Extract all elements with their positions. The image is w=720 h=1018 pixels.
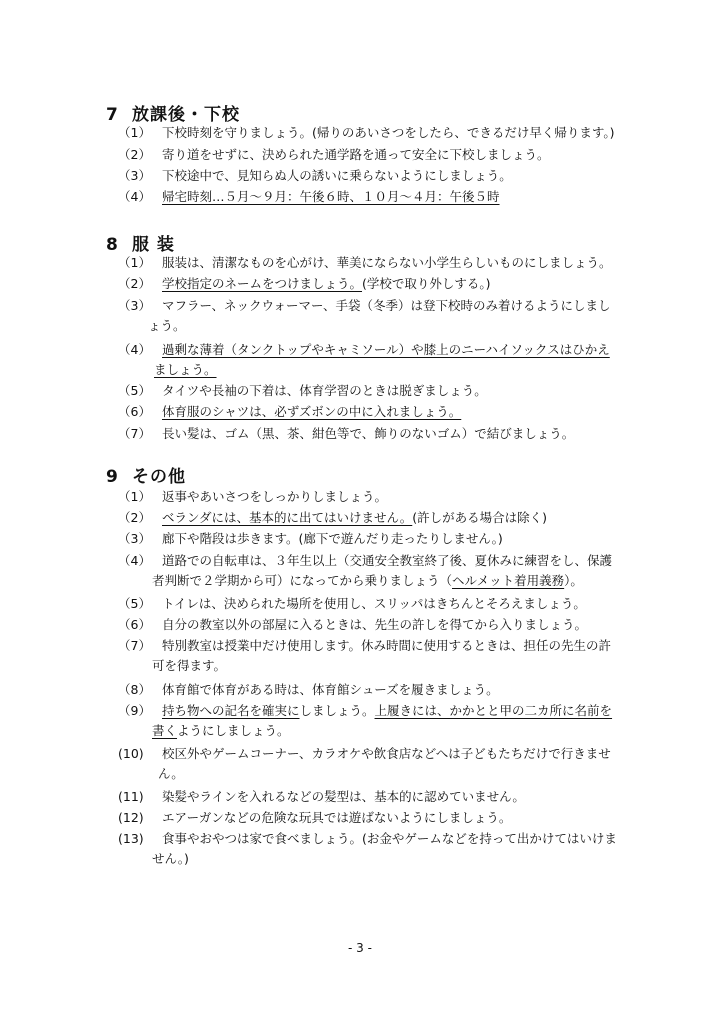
section-9-heading [106, 462, 186, 487]
item-number: (13) [118, 831, 144, 846]
item-number: （6） [118, 617, 151, 632]
list-item [118, 252, 628, 273]
item-number: （4） [118, 342, 151, 357]
item-number: (12) [118, 810, 144, 825]
section-number: 9 [106, 467, 119, 487]
item-number: （1） [118, 255, 151, 270]
item-text: (許しがある場合は除く) [412, 510, 548, 525]
item-text: エアーガンなどの危険な玩具では遊ばないようにしましょう。 [162, 810, 512, 825]
item-text: 服装は、清潔なものを心がけ、華美にならない小学生らしいものにしましょう。 [162, 255, 612, 270]
item-text: 自分の教室以外の部屋に入るときは、先生の許しを得てから入りましょう。 [162, 617, 588, 632]
page-number: - 3 - [348, 941, 372, 955]
item-number: （2） [118, 147, 151, 162]
item-number: （4） [118, 553, 151, 568]
list-item [118, 401, 628, 422]
list-item [118, 679, 628, 700]
item-text: 長い髪は、ゴム（黒、茶、紺色等で、飾りのないゴム）で結びましょう。 [162, 426, 575, 441]
item-text: 者判断で２学期から可）になってから乗りましょう（ [152, 573, 453, 588]
list-item [118, 528, 628, 549]
item-number: （5） [118, 596, 151, 611]
item-text: 校区外やゲームコーナー、カラオケや飲食店などへは子どもたちだけで行きませ [162, 746, 611, 761]
list-item [118, 186, 628, 207]
item-continuation [152, 721, 290, 739]
item-continuation [152, 571, 583, 589]
item-text: 食事やおやつは家で食べましょう。(お金やゲームなどを持って出かけてはいけま [162, 831, 617, 846]
section-number: 7 [106, 105, 119, 125]
item-text: しましょう。 [299, 703, 375, 718]
list-item [118, 339, 628, 360]
item-text: 下校時刻を守りましょう。(帰りのあいさつをしたら、できるだけ早く帰ります。) [162, 125, 615, 140]
list-item [118, 550, 628, 571]
item-number: （1） [118, 489, 151, 504]
item-text: 帰宅時刻…５月～９月：午後６時、１０月～４月：午後５時 [162, 189, 500, 204]
item-number: （4） [118, 189, 151, 204]
item-number: （5） [118, 383, 151, 398]
list-item [118, 807, 628, 828]
item-number: （8） [118, 682, 151, 697]
section-title: 服 装 [132, 235, 175, 255]
section-title: 放課後・下校 [132, 105, 240, 125]
list-item [118, 144, 628, 165]
item-number: （1） [118, 125, 151, 140]
item-text: 道路での自転車は、３年生以上（交通安全教室終了後、夏休みに練習をし、保護 [162, 553, 613, 568]
list-item [118, 122, 628, 143]
item-continuation: ましょう。 [154, 362, 217, 377]
list-item [118, 295, 628, 316]
item-text-underlined: ヘルメット着用義務 [452, 573, 565, 588]
list-item [118, 593, 628, 614]
item-text-underlined: 学校指定のネームをつけましょう。 [162, 276, 363, 291]
list-item [118, 700, 628, 721]
item-number: （3） [118, 168, 151, 183]
list-item [118, 828, 628, 849]
item-continuation: 可を得ます。 [152, 658, 227, 673]
item-text: トイレは、決められた場所を使用し、スリッパはきちんとそろえましょう。 [162, 596, 586, 611]
list-item [118, 273, 628, 294]
item-text: ）。 [564, 573, 583, 588]
item-number: (11) [118, 789, 144, 804]
item-number: （2） [118, 276, 151, 291]
item-text: 返事やあいさつをしっかりしましょう。 [162, 489, 388, 504]
item-text-underlined: 過剰な薄着（タンクトップやキャミソール）や膝上のニーハイソックスはひかえ [162, 342, 610, 357]
item-text: 特別教室は授業中だけ使用します。休み時間に使用するときは、担任の先生の許 [162, 638, 612, 653]
item-text-underlined: 書く [152, 723, 178, 738]
item-text: マフラー、ネックウォーマー、手袋（冬季）は登下校時のみ着けるようにしまし [162, 298, 611, 313]
item-number: （3） [118, 298, 151, 313]
section-number: 8 [106, 235, 119, 255]
item-text-underlined: 持ち物への記名を確実に [162, 703, 300, 718]
item-continuation: ょう。 [148, 318, 186, 333]
item-text: (学校で取り外しする。) [362, 276, 491, 291]
list-item [118, 507, 628, 528]
list-item [118, 486, 628, 507]
item-number: （9） [118, 703, 151, 718]
item-number: （6） [118, 404, 151, 419]
item-number: （7） [118, 638, 151, 653]
item-text: 染髪やラインを入れるなどの髪型は、基本的に認めていません。 [162, 789, 525, 804]
list-item [118, 423, 628, 444]
item-text-underlined: 上履きには、かかとと甲の二カ所に名前を [374, 703, 613, 718]
item-text-underlined: 体育服のシャツは、必ずズボンの中に入れましょう。 [162, 404, 462, 419]
item-number: (10) [118, 746, 144, 761]
item-continuation: せん。) [152, 851, 189, 866]
section-title: その他 [132, 467, 186, 487]
item-number: （3） [118, 531, 151, 546]
list-item [118, 380, 628, 401]
item-text: 下校途中で、見知らぬ人の誘いに乗らないようにしましょう。 [162, 168, 512, 183]
item-continuation: ん。 [158, 766, 184, 781]
item-text: タイツや長袖の下着は、体育学習のときは脱ぎましょう。 [162, 383, 487, 398]
list-item [118, 635, 628, 656]
list-item [118, 743, 628, 764]
list-item [118, 165, 628, 186]
list-item [118, 614, 628, 635]
item-number: （7） [118, 426, 151, 441]
item-text: 寄り道をせずに、決められた通学路を通って安全に下校しましょう。 [162, 147, 550, 162]
item-text: 廊下や階段は歩きます。(廊下で遊んだり走ったりしません。) [162, 531, 503, 546]
item-text-underlined: ベランダには、基本的に出てはいけません。 [162, 510, 413, 525]
item-number: （2） [118, 510, 151, 525]
item-text: ようにしましょう。 [177, 723, 290, 738]
item-text: 体育館で体育がある時は、体育館シューズを履きましょう。 [162, 682, 499, 697]
list-item [118, 786, 628, 807]
